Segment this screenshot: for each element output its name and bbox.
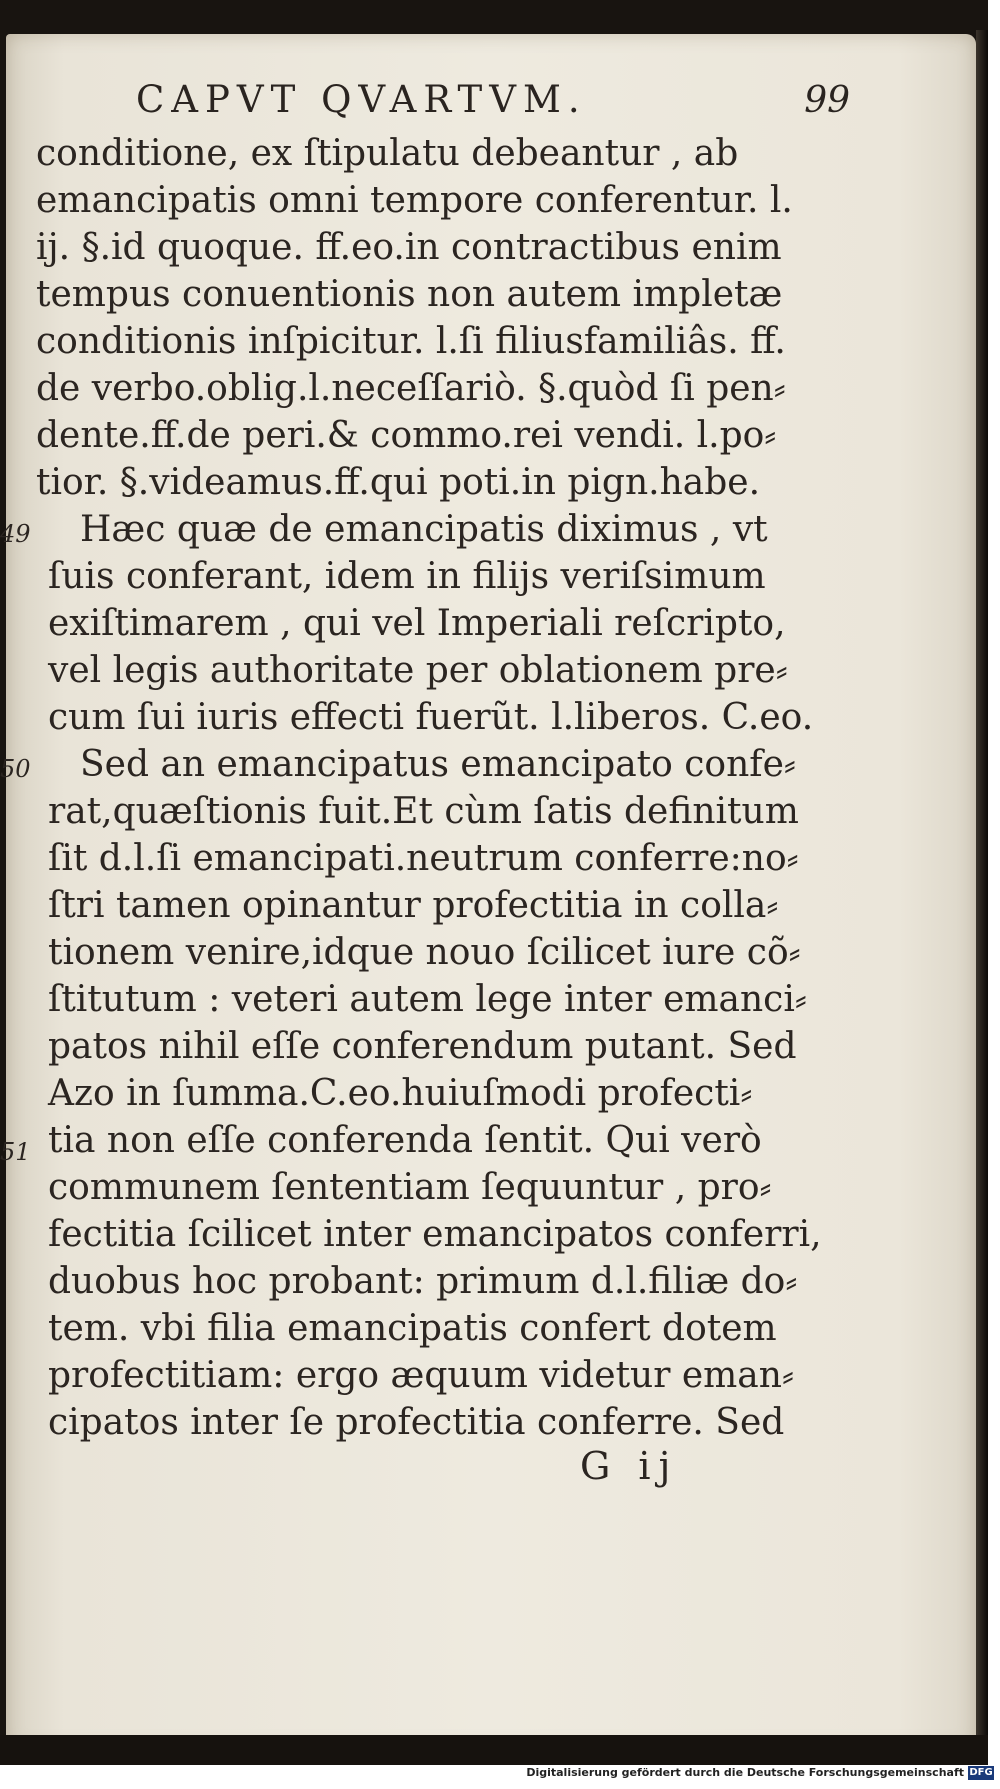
text-line: communem ſententiam ſequuntur , pro⸗ bbox=[48, 1167, 772, 1208]
text-line: tior. §.videamus.ff.qui poti.in pign.habe. bbox=[36, 462, 761, 503]
text-line: ij. §.id quoque. ff.eo.in contractibus enim bbox=[36, 227, 782, 268]
text-line: conditione, ex ſtipulatu debeantur , ab bbox=[36, 133, 739, 174]
margin-note-49: 49 bbox=[0, 520, 31, 548]
page-header bbox=[130, 78, 850, 128]
text-line: ſuis conferant, idem in filijs veriſsimum bbox=[48, 556, 766, 597]
page-bottom-edge bbox=[0, 1735, 988, 1765]
dfg-logo: DFG bbox=[969, 1767, 993, 1778]
text-line: cum ſui iuris effecti fuerũt. l.liberos. C.eo. bbox=[48, 697, 814, 738]
text-line: conditionis inſpicitur. l.ſi filiusfamiliâs. ff. bbox=[36, 321, 786, 362]
text-line: profectitiam: ergo æquum videtur eman⸗ bbox=[48, 1355, 794, 1396]
text-line: tem. vbi filia emancipatis confert dotem bbox=[48, 1308, 777, 1349]
text-line: fectitia ſcilicet inter emancipatos conferri, bbox=[48, 1214, 822, 1255]
text-line: rat,quæſtionis fuit.Et cùm ſatis definitum bbox=[48, 791, 799, 832]
text-line: Sed an emancipatus emancipato confe⸗ bbox=[80, 744, 796, 785]
text-line: cipatos inter ſe profectitia conferre. Sed bbox=[48, 1402, 785, 1443]
text-line: Azo in ſumma.C.eo.huiuſmodi profecti⸗ bbox=[48, 1073, 753, 1114]
text-line: tionem venire,idque nouo ſcilicet iure cõ⸗ bbox=[48, 932, 801, 973]
text-line: duobus hoc probant: primum d.l.filiæ do⸗ bbox=[48, 1261, 798, 1302]
running-title: CAPVT QVARTVM. bbox=[136, 78, 587, 121]
page-edge bbox=[976, 30, 988, 1752]
text-line: exiſtimarem , qui vel Imperiali reſcripto, bbox=[48, 603, 786, 644]
text-line: ſtitutum : veteri autem lege inter emanci⸗ bbox=[48, 979, 807, 1020]
text-line: Hæc quæ de emancipatis diximus , vt bbox=[80, 509, 768, 550]
digitization-credit: Digitalisierung gefördert durch die Deutsche Forschungsgemeinschaft bbox=[526, 1766, 964, 1779]
signature-mark: G ij bbox=[580, 1444, 679, 1488]
text-body bbox=[36, 130, 822, 1446]
text-line: tempus conuentionis non autem impletæ bbox=[36, 274, 783, 315]
text-line: de verbo.oblig.l.neceſſariò. §.quòd ſi pen⸗ bbox=[36, 368, 786, 409]
text-line: ſit d.l.ſi emancipati.neutrum conferre:no⸗ bbox=[48, 838, 799, 879]
page-number: 99 bbox=[804, 80, 850, 121]
text-line: patos nihil eſſe conferendum putant. Sed bbox=[48, 1026, 797, 1067]
text-line: ſtri tamen opinantur profectitia in colla⸗ bbox=[48, 885, 779, 926]
text-line: tia non eſſe conferenda ſentit. Qui verò bbox=[48, 1120, 762, 1161]
text-line: dente.ff.de peri.& commo.rei vendi. l.po⸗ bbox=[36, 415, 777, 456]
margin-note-50: 50 bbox=[0, 755, 31, 783]
margin-note-51: 51 bbox=[0, 1138, 31, 1166]
text-line: emancipatis omni tempore conferentur. l. bbox=[36, 180, 793, 221]
text-line: vel legis authoritate per oblationem pre⸗ bbox=[48, 650, 788, 691]
